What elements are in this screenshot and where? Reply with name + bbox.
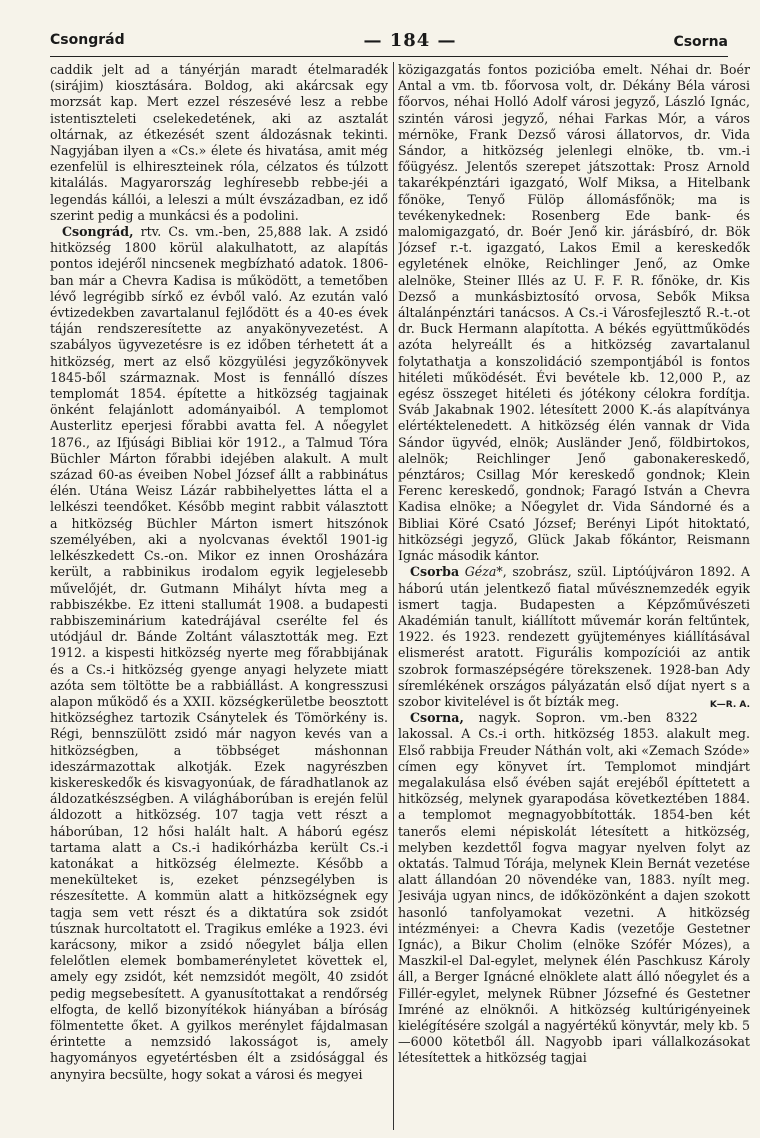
header-rule: [50, 56, 728, 57]
entry-given-name: Géza*: [459, 564, 503, 580]
continued-paragraph-right: közigazgatás fontos pozicióba emelt. Néhai dr. Boér Antal a vm. tb. főorvosa volt, dr. Dékány Béla városi főorvos, néhai Holló Adolf városi jegyző, László Ignác, szintén városi jegyző, néhai Farkas Mór, a város mérnöke, Frank Dezső városi állatorvos, dr. Vida Sándor, a hitközség jelenlegi elnöke, tb. vm.-i főügyész. Jelentős szerepet játszottak: Prosz Arnold takarékpénztári igazgató, Wolf Miksa, a Hitelbank főnöke, Tenyő Fülöp állomásfőnök; ma is tevékenykednek: Rosenberg Ede bank- és malomigazgató, dr. Boér Jenő kir. járásbíró, dr. Bök József r.-t. igazgató, Lakos Emil a kereskedők egyletének elnöke, Reichlinger Jenő, az Omke alelnöke, Steiner Illés az U. F. F. R. főnöke, dr. Kis Dezső a munkásbiztosító orvosa, Sebők Miksa általánpénztári tanácsos. A Cs.-i Városfejlesztő R.-t.-ot dr. Buck Hermann alapította. A békés együttműködés azóta helyreállt és a hitközség zavartalanul folytathatja a konszolidáció szempontjából is fontos hitéleti működését. Évi bevétele kb. 12,000 P., az egész összeget hitéleti és jótékony célokra fordítja. Sváb Jakabnak 1902. létesített 2000 K.-ás alapítványa elértéktelenedett. A hitközség élén vannak dr Vida Sándor ügyvéd, elnök; Ausländer Jenő, földbirtokos, alelnök; Reichlinger Jenő gabonakereskedő, pénztáros; Csillag Mór kereskedő gondnok; Klein Ferenc kereskedő, gondnok; Faragó István a Chevra Kadisa elnöke; a Nőegylet dr. Vida Sándorné és a Bibliai Köré Csató József; Berényi Lipót hitoktató, hitközségi jegyző, Glück Jakab főkántor, Reismann Ignác második kántor.: [398, 62, 750, 564]
running-header: [50, 30, 728, 54]
entry-body: nagyk. Sopron. vm.-ben 8322 lakossal. A Cs.-i orth. hitközség 1853. alakult meg. Első rabbija Freuder Náthán volt, aki «Zemach Szóde» címen egy könyvet írt. Templomot mindjárt megalakulása első évében saját erejéből építtetett a hitközség, melynek gyarapodása következtében 1884. a templomot megnagyobbították. 1854-ben két tanerős elemi népiskolát létesített a hitközség, melyben kezdettől fogva magyar nyelven folyt az oktatás. Talmud Tórája, melynek Klein Bernát vezetése alatt állandóan 20 növendéke van, 1883. nyílt meg. Jesivája ugyan nincs, de időközönként a dajen szokott hasonló tanfolyamokat vezetni. A hitközség intézményei: a Chevra Kadis (vezetője Gestetner Ignác), a Bikur Cholim (elnöke Szófér Mózes), a Maszkil-el Dal-egylet, melynek élén Paschkusz Károly áll, a Berger Ignácné elnöklete alatt álló nőegylet és a Fillér-egylet, melynek Rübner Józsefné és Gestetner Imréné az elnöknői. A hitközség kultúrigényeinek kielégítésére szolgál a nagyértékű könyvtár, mely kb. 5—6000 kötetből áll. Nagyobb ipari vállalkozásokat létesítettek a hitközség tagjai: [398, 710, 750, 1066]
entry-body: rtv. Cs. vm.-ben, 25,888 lak. A zsidó hitközség 1800 körül alakulhatott, az alapítás pontos idejéről nincsenek megbízható adatok. 1806-ban már a Chevra Kadisa is működött, a temetőben lévő legrégibb sírkő ez évből való. Az ezután való évtizedekben zavartalanul fejlődött és a 40-es évek táján rendszeresítette az anyakönyvezetést. A szabályos ügyvezetésre is ez időben térhetett át a hitközség, mert az első közgyülési jegyzőkönyvek 1845-ből származnak. Most is fennálló díszes templomát 1854. építette a hitközség tagjainak önként felajánlott adományaiból. A templomot Austerlitz eperjesi főrabbi avatta fel. A nőegylet 1876., az Ifjúsági Bibliai kör 1912., a Talmud Tóra Büchler Márton főrabbi idejében alakult. A mult század 60-as éveiben Nobel József állt a rabbinátus élén. Utána Weisz Lázár rabbihelyettes látta el a lelkészi teendőket. Később megint rabbit választott a hitközség Büchler Márton ismert hitszónok személyében, aki a nyolcvanas évektől 1901-ig lelkészkedett Cs.-on. Mikor ez innen Orosházára került, a rabbinikus irodalom egyik legjelesebb művelőjét, dr. Gutmann Mihályt hívta meg a rabbiszékbe. Ez itteni stallumát 1908. a budapesti rabbiszeminárium katedrájával cserélte fel és utódjául dr. Bánde Zoltánt választották meg. Ezt 1912. a kispesti hitközség nyerte meg főrabbijának és a Cs.-i hitközség gyenge anyagi helyzete miatt azóta sem töltötte be a rabbiállást. A kongresszusi alapon működő és a XXII. községkerületbe beosztott hitközséghez tartozik Csánytelek és Tömörkény is. Régi, bennszülött zsidó már nagyon kevés van a hitközségben, a többséget máshonnan ideszármazottak alkotják. Ezek nagyrészben kiskereskedők és kisvagyonúak, de fáradhatlanok az áldozatkészségben. A világháborúban is erején felül áldozott a hitközség. 107 tagja vett részt a háborúban, 12 hősi halált halt. A háború egész tartama alatt a Cs.-i hadikórházba került Cs.-i katonákat a hitközség élelmezte. Később a menekülteket is, ezeket pénzsegélyben is részesítette. A kommün alatt a hitközségnek egy tagja sem vett részt és a diktatúra sok zsidót túsznak hurcoltatott el. Tragikus emléke a 1923. évi karácsony, mikor a zsidó nőegylet bálja ellen felelőtlen elemek bombamerényletet követtek el, amely egy zsidót, két nemzsidót megölt, 40 zsidót pedig megsebesített. A gyanusítottakat a rendőrség elfogta, de kellő bizonyítékok hiányában a bíróság fölmentette őket. A gyilkos merénylet fájdalmasan érintette a nemzsidó lakosságot is, amely hagyományos egyetértésben élt a zsidósággal és anynyira becsülte, hogy sokat a városi és megyei: [50, 224, 388, 1082]
author-signature: K—R. A.: [709, 699, 750, 710]
column-divider: [393, 62, 394, 1130]
entry-csorna: [398, 710, 750, 1066]
header-right-keyword: Csorna: [673, 34, 728, 50]
entry-csongrad: [50, 224, 388, 1083]
right-column: [398, 62, 750, 1130]
continued-paragraph: caddik jelt ad a tányérján maradt ételmaradék (sirájim) kiosztására. Boldog, aki akárcsak egy morzsát kap. Mert ezzel részesévé lesz a rebbe istentiszteleti cselekedetének, aki az asztalát oltárnak, az étkezését szent áldozásnak tekinti. Nagyjában ilyen a «Cs.» élete és hivatása, amit még ezenfelül is elhireszteinek róla, célzatos és túlzott kitalálás. Magyarország leghíresebb rebbe-jéi a legendás kállói, a leleszi a múlt évszázadban, ez idő szerint pedig a munkácsi és a podolini.: [50, 62, 388, 223]
entry-title: Csorna,: [410, 710, 464, 726]
page-number: — 184 —: [363, 30, 457, 51]
left-column: [50, 62, 388, 1130]
entry-title: Csorba: [410, 564, 460, 580]
entry-csorba: [398, 564, 750, 710]
entry-title: Csongrád,: [62, 224, 134, 240]
header-left-keyword: Csongrád: [50, 32, 125, 48]
entry-body: , szobrász, szül. Liptóújváron 1892. A háború után jelentkező fiatal művésznemzedék egyik ismert tagja. Budapesten a Képzőművészeti Akadémián tanult, kiállított művemár korán feltűntek, 1922. és 1923. rendezett gyüjteményes kiállításával elismerést aratott. Figurális kompozíciói az antik szobrok formaszépségére törekszenek. 1928-ban Ady síremlékének országos pályázatán első díjat nyert s a szobor kivitelével is őt bízták meg.: [398, 564, 750, 709]
